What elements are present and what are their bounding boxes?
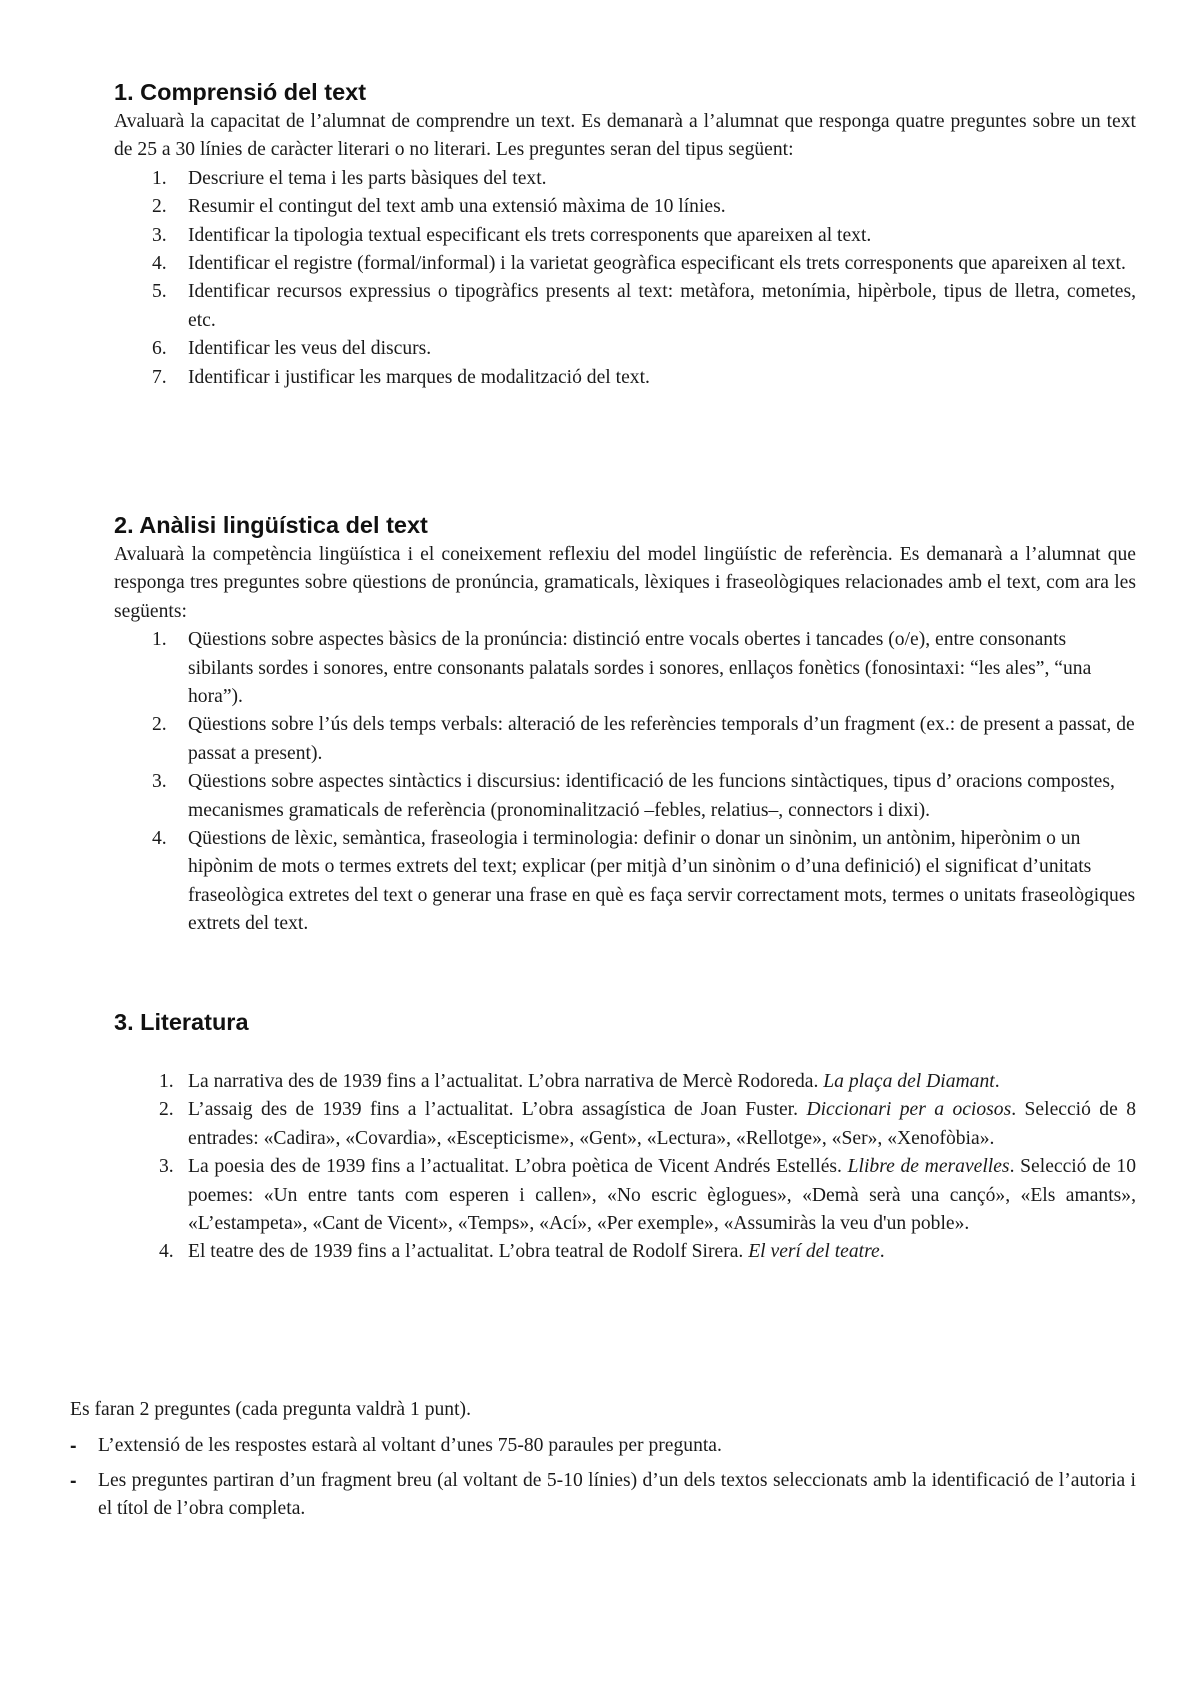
- bullet-text: L’extensió de les respostes estarà al voltant d’unes 75-80 paraules per pregunta.: [98, 1435, 722, 1457]
- list-item: [114, 825, 1136, 939]
- list-number: 3.: [152, 771, 167, 793]
- list-item: [114, 1068, 1136, 1096]
- list-item-text: Identificar les veus del discurs.: [188, 338, 432, 360]
- work-title: Diccionari per a ociosos: [806, 1099, 1012, 1121]
- section-intro: Avaluarà la competència lingüística i el coneixement reflexiu del model lingüístic de referència. Es demanarà a l’alumnat que responga tres preguntes sobre qüestions de pronúncia, gramaticals, lèxiques i fraseològiques relacionades amb el text, com ara les següents:: [114, 544, 1136, 622]
- list-number: 5.: [152, 281, 167, 303]
- section-analisi: [114, 509, 1136, 939]
- notes-intro: Es faran 2 preguntes (cada pregunta valdrà 1 punt).: [70, 1399, 471, 1420]
- list-item-tail: .: [994, 1071, 1000, 1092]
- list-item-tail: . Selecció de 10 poemes: «Un entre tants com esperen i callen», «No escric èglogues», «Demà serà una cançó», «Els amants», «L’estampeta», «Cant de Vicent», «Temps», «Ací», «Per exemple», «Assumiràs la veu d'un poble».: [188, 1156, 1136, 1235]
- list-number: 4.: [152, 253, 167, 275]
- work-title: La plaça del Diamant: [823, 1071, 995, 1092]
- list-item: [114, 1153, 1136, 1238]
- list-item: [114, 711, 1136, 768]
- section-title: 3. Literatura: [114, 1009, 249, 1035]
- section-intro: Avaluarà la capacitat de l’alumnat de comprendre un text. Es demanarà a l’alumnat que responga quatre preguntes sobre un text de 25 a 30 línies de caràcter literari o no literari. Les preguntes seran del tipus següent:: [114, 111, 1136, 161]
- list-item-text: Descriure el tema i les parts bàsiques del text.: [188, 167, 547, 189]
- list-item-text: La narrativa des de 1939 fins a l’actualitat. L’obra narrativa de Mercè Rodoreda.: [188, 1071, 824, 1092]
- list-item-tail: . Selecció de 8 entrades: «Cadira», «Covardia», «Escepticisme», «Gent», «Lectura», «Rellotge», «Ser», «Xenofòbia».: [188, 1099, 1136, 1149]
- dash-bullet-icon: -: [70, 1469, 77, 1492]
- section-title: 2. Anàlisi lingüística del text: [114, 512, 428, 538]
- section-title: 1. Comprensió del text: [114, 79, 367, 105]
- list-item: [114, 364, 1136, 392]
- list-item-tail: .: [879, 1241, 885, 1263]
- dash-bullet-icon: -: [70, 1435, 77, 1458]
- section-comprensio: [114, 76, 1136, 392]
- list-item: [114, 335, 1136, 363]
- list-item-text: Qüestions sobre l’ús dels temps verbals: alteració de les referències temporals d’un fragment (ex.: de present a passat, de passat a present).: [188, 714, 1135, 764]
- list-item: [114, 1238, 1136, 1266]
- list-number: 1.: [152, 167, 167, 189]
- list-number: 2.: [152, 196, 167, 218]
- section-literatura: [114, 1006, 1136, 1267]
- bullet-text: Les preguntes partiran d’un fragment breu (al voltant de 5-10 línies) d’un dels textos seleccionats amb la identificació de l’autoria i el títol de l’obra completa.: [98, 1469, 1136, 1520]
- list-item-text: Identificar recursos expressius o tipogràfics presents al text: metàfora, metonímia, hipèrbole, tipus de lletra, cometes, etc.: [188, 281, 1136, 331]
- exam-notes: [70, 1396, 1136, 1530]
- list-item-text: Qüestions sobre aspectes sintàctics i discursius: identificació de les funcions sintàctiques, tipus d’ oracions compostes, mecanismes gramaticals de referència (pronominalització –febles, relatius–, connectors i dixi).: [188, 771, 1115, 821]
- list-item-text: L’assaig des de 1939 fins a l’actualitat. L’obra assagística de Joan Fuster.: [188, 1099, 807, 1121]
- list-item: [114, 165, 1136, 193]
- list-item-text: Qüestions de lèxic, semàntica, fraseologia i terminologia: definir o donar un sinònim, un antònim, hiperònim o un hipònim de mots o termes extrets del text; explicar (per mitjà d’un sinònim o d’una definició) el significat d’unitats fraseològica extretes del text o generar una frase en què es faça servir correctament mots, termes o unitats fraseològiques extrets del text.: [188, 828, 1136, 935]
- numbered-list: [114, 1068, 1136, 1267]
- list-number: 6.: [152, 338, 167, 360]
- list-item: [114, 250, 1136, 278]
- list-item-text: El teatre des de 1939 fins a l’actualitat. L’obra teatral de Rodolf Sirera.: [188, 1241, 749, 1263]
- list-item: [114, 1096, 1136, 1153]
- bullet-list: [70, 1432, 1136, 1523]
- list-item-text: Identificar la tipologia textual especificant els trets corresponents que apareixen al text.: [188, 224, 872, 246]
- list-item-text: Qüestions sobre aspectes bàsics de la pronúncia: distinció entre vocals obertes i tancades (o/e), entre consonants sibilants sordes i sonores, entre consonants palatals sordes i sonores, enllaços fonètics (fonosintaxi: “les ales”, “una hora”).: [188, 629, 1092, 708]
- list-item-text: La poesia des de 1939 fins a l’actualitat. L’obra poètica de Vicent Andrés Estellés.: [188, 1156, 848, 1178]
- list-item-text: Identificar el registre (formal/informal) i la varietat geogràfica especificant els trets corresponents que apareixen al text.: [188, 253, 1126, 275]
- list-number: 2.: [159, 1099, 174, 1121]
- work-title: Llibre de meravelles: [847, 1156, 1010, 1178]
- list-number: 1.: [152, 629, 167, 651]
- list-number: 3.: [159, 1156, 174, 1178]
- list-item: [114, 193, 1136, 221]
- list-number: 3.: [152, 224, 167, 246]
- list-number: 2.: [152, 714, 167, 736]
- list-item: [114, 278, 1136, 335]
- numbered-list: [114, 165, 1136, 392]
- list-item: [114, 222, 1136, 250]
- list-item-text: Resumir el contingut del text amb una extensió màxima de 10 línies.: [188, 196, 726, 218]
- numbered-list: [114, 626, 1136, 938]
- bullet-item: [70, 1467, 1136, 1524]
- list-item: [114, 626, 1136, 711]
- list-item-text: Identificar i justificar les marques de modalització del text.: [188, 366, 650, 388]
- list-item: [114, 768, 1136, 825]
- bullet-item: [70, 1432, 1136, 1460]
- list-number: 4.: [152, 828, 167, 850]
- list-number: 7.: [152, 366, 167, 388]
- list-number: 1.: [159, 1071, 174, 1092]
- work-title: El verí del teatre: [748, 1241, 880, 1263]
- list-number: 4.: [159, 1241, 174, 1263]
